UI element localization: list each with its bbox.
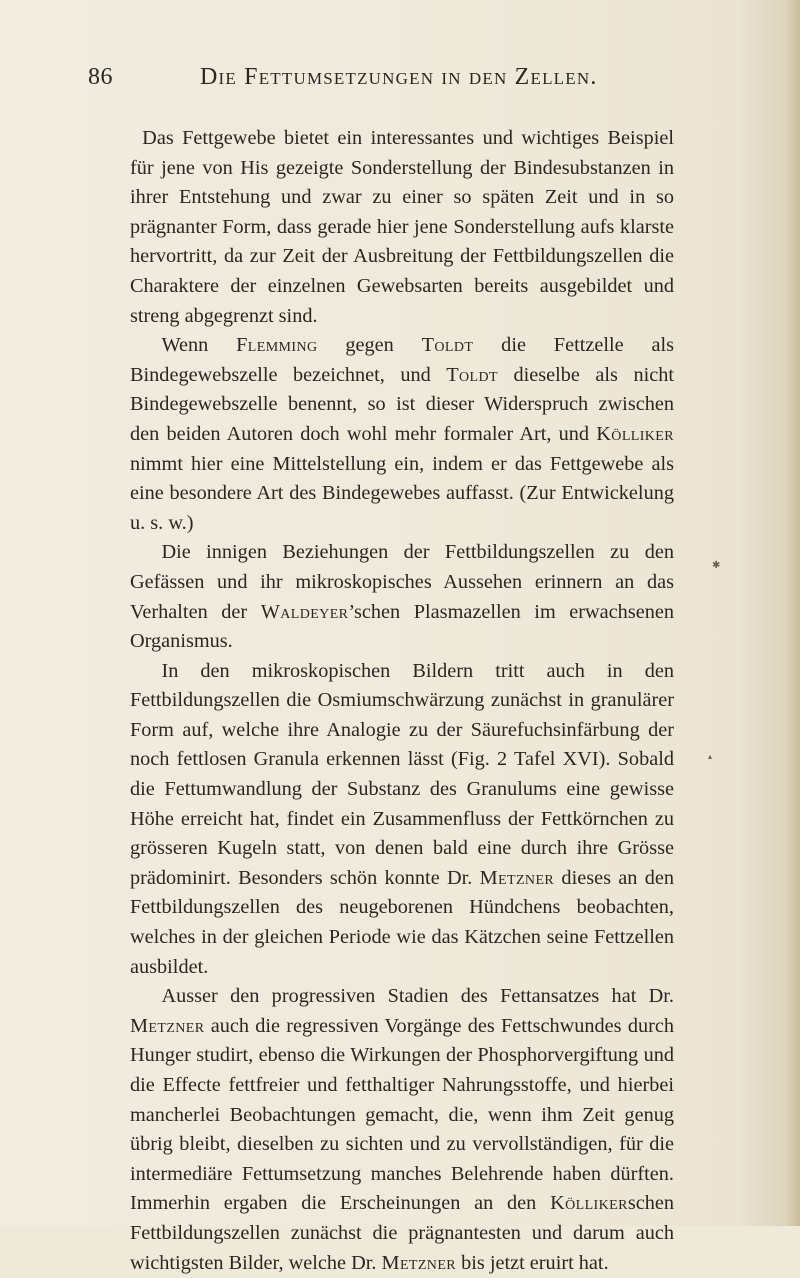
author-name: Waldeyer [260,600,349,623]
ink-speck: ▴ [708,752,713,761]
paragraph-5 [130,982,674,1278]
running-title: Die Fettumsetzungen in den Zellen. [200,64,598,90]
paragraph-2 [130,331,674,538]
text-run: dieses an den Fettbildungszellen des neugeborenen Hündchens beobachten, welches in der gleichen Periode wie das Kätzchen seine Fettzellen ausbildet. [130,866,674,978]
author-name: Metzner [130,1014,205,1037]
paragraph-1: Das Fettgewebe bietet ein interessantes und wichtiges Beispiel für jene von His gezeigte Sonderstellung der Bindesubstanzen in ihrer Entstehung und zwar zu einer so späten Zeit und in so prägnanter Form, dass gerade hier jene Sonderstellung aufs klarste hervortritt, da zur Zeit der Ausbreitung der Fettbildungszellen die Charaktere der einzelnen Gewebsarten bereits ausgebildet und streng abgegrenzt sind. [130,127,674,327]
text-run: die Fettzelle als Bindegewebszelle bezeichnet, und [130,334,674,386]
author-name: Kölliker [550,1192,628,1215]
author-name: Toldt [421,334,474,357]
page-header [88,64,704,94]
text-run: auch die regressiven Vorgänge des Fettschwundes durch Hunger studirt, ebenso die Wirkungen der Phosphorvergiftung und die Effecte fettfreier und fetthaltiger Nahrungsstoffe, und hierbei mancherlei Beobachtungen gemacht, die, wenn ihm Zeit genug übrig bleibt, dieselben zu sichten und zu vervollständigen, für die intermediäre Fettumsetzung manches Belehrende haben dürften. Immerhin ergaben die Erscheinungen an den [130,1014,674,1215]
author-name: Metzner [479,866,555,889]
author-name: Flemming [236,334,318,357]
paragraph-4 [130,657,674,983]
author-name: Toldt [446,363,498,386]
author-name: Metzner [381,1251,457,1274]
page-number: 86 [88,64,113,90]
text-run: Wenn [161,334,237,357]
ink-speck: ✱ [712,560,721,571]
text-run: schen Fettbildungszellen zunächst die prägnantesten und darum auch wichtigsten Bilder, welche Dr. [130,1192,674,1274]
page-edge-shadow [786,0,800,1226]
text-run: dieselbe als nicht Bindegewebszelle benennt, so ist dieser Widerspruch zwischen den beiden Autoren doch wohl mehr formaler Art, und [130,363,674,445]
text-run: nimmt hier eine Mittelstellung ein, indem er das Fettgewebe als eine besondere Art des Bindegewebes auffasst. (Zur Entwickelung u. s. w.) [130,452,674,534]
body-text [130,124,674,1278]
text-run: Die innigen Beziehungen der Fettbildungszellen zu den Gefässen und ihr mikroskopisches Aussehen erinnern an das Verhalten der [130,541,674,623]
text-run: In den mikroskopischen Bildern tritt auch in den Fettbildungszellen die Osmiumschwärzung zunächst in granulärer Form auf, welche ihre Analogie zu der Säurefuchsinfärbung der noch fettlosen Granula erkennen lässt (Fig. 2 Tafel XVI). Sobald die Fettumwandlung der Substanz des Granulums eine gewisse Höhe erreicht hat, findet ein Zusammenfluss der Fettkörnchen zu grösseren Kugeln statt, von denen bald eine durch ihre Grösse prädominirt. Besonders schön konnte Dr. [130,659,674,889]
text-run: bis jetzt eruirt hat. [456,1251,609,1274]
text-run: ’schen Plasmazellen im erwachsenen Organismus. [130,600,674,653]
text-run: Ausser den progressiven Stadien des Fettansatzes hat Dr. [161,985,674,1008]
paragraph-3 [130,538,674,656]
author-name: Kölliker [596,422,674,445]
text-run: gegen [317,334,422,357]
